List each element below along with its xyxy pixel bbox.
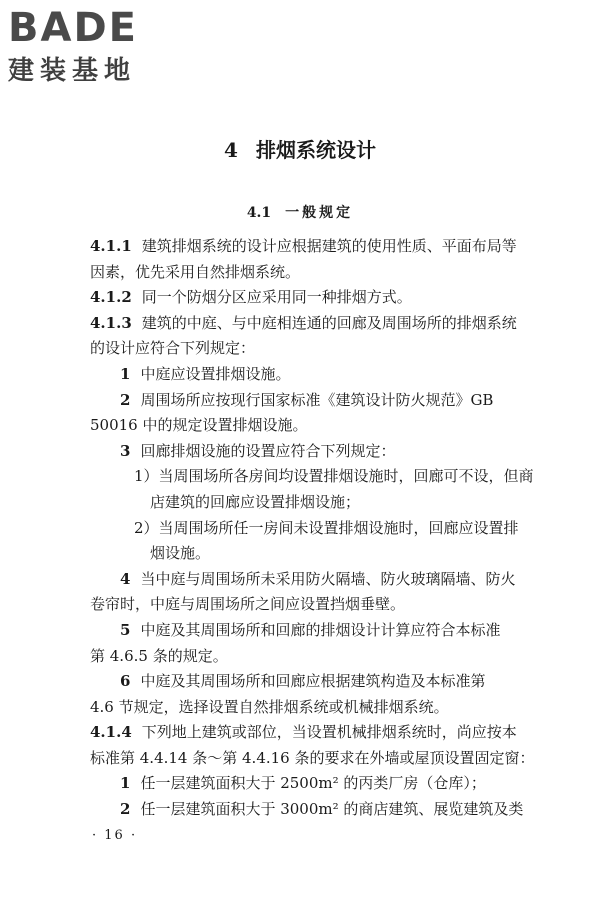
paragraph-line	[90, 413, 560, 439]
item-number: 1	[120, 364, 131, 383]
paragraph-line	[90, 567, 560, 593]
paragraph-line	[90, 362, 560, 388]
paragraph-line	[90, 260, 560, 286]
paragraph-line	[90, 439, 560, 465]
paragraph-line	[90, 771, 560, 797]
section-heading	[0, 202, 600, 222]
paragraph-line	[90, 618, 560, 644]
clause-text: 建筑排烟系统的设计应根据建筑的使用性质、平面布局等	[141, 237, 517, 255]
paragraph-line	[90, 644, 560, 670]
item-text: 中庭及其周围场所和回廊应根据建筑构造及本标准第	[140, 672, 486, 691]
paragraph-line	[90, 234, 560, 260]
paragraph-line	[90, 669, 560, 695]
item-text: 卷帘时，中庭与周围场所之间应设置挡烟垂壁。	[90, 595, 406, 614]
item-text: 回廊排烟设施的设置应符合下列规定：	[140, 441, 396, 460]
item-text: 第 4.6.5 条的规定。	[90, 646, 228, 665]
subitem-text: 1）当周围场所各房间均设置排烟设施时，回廊可不设，但商	[134, 467, 534, 486]
paragraph-line	[90, 285, 560, 311]
item-text: 任一层建筑面积大于 3000m² 的商店建筑、展览建筑及类	[140, 800, 524, 819]
item-number: 5	[120, 620, 131, 639]
item-number: 4	[120, 569, 131, 588]
item-text: 中庭及其周围场所和回廊的排烟设计计算应符合本标准	[140, 620, 501, 639]
clause-text: 的设计应符合下列规定：	[90, 339, 256, 358]
item-number: 2	[120, 390, 131, 409]
clause-number: 4.1.2	[90, 288, 132, 307]
clause-number: 4.1.1	[90, 237, 132, 255]
chapter-number: 4	[224, 138, 238, 162]
item-text: 任一层建筑面积大于 2500m² 的丙类厂房（仓库）；	[140, 774, 486, 793]
paragraph-line	[90, 592, 560, 618]
paragraph-line	[90, 388, 560, 414]
clause-text: 标准第 4.4.14 条～第 4.4.16 条的要求在外墙或屋顶设置固定窗：	[90, 748, 535, 767]
subitem-text: 烟设施。	[150, 544, 211, 563]
clause-number: 4.1.3	[90, 313, 132, 332]
paragraph-line	[90, 797, 560, 823]
section-title: 一般规定	[285, 205, 354, 221]
item-text: 周围场所应按现行国家标准《建筑设计防火规范》GB	[140, 390, 494, 409]
clause-text: 同一个防烟分区应采用同一种排烟方式。	[141, 288, 412, 307]
logo	[8, 6, 176, 88]
paragraph-line	[90, 311, 560, 337]
chapter-heading	[0, 134, 600, 163]
clause-text: 建筑的中庭、与中庭相连通的回廊及周围场所的排烟系统	[141, 313, 517, 332]
clause-number: 4.1.4	[90, 723, 132, 742]
subitem-text: 2）当周围场所任一房间未设置排烟设施时，回廊应设置排	[134, 518, 519, 537]
paragraph-line	[90, 490, 560, 516]
item-text: 当中庭与周围场所未采用防火隔墙、防火玻璃隔墙、防火	[140, 569, 516, 588]
item-number: 3	[120, 441, 131, 460]
paragraph-line	[90, 746, 560, 772]
page-number: · 16 ·	[92, 828, 138, 843]
item-text: 50016 中的规定设置排烟设施。	[90, 416, 308, 435]
paragraph-line	[90, 695, 560, 721]
body-text	[90, 234, 560, 823]
paragraph-line	[90, 336, 560, 362]
paragraph-line	[90, 464, 560, 490]
clause-text: 下列地上建筑或部位，当设置机械排烟系统时，尚应按本	[141, 723, 517, 742]
paragraph-line	[90, 720, 560, 746]
clause-text: 因素，优先采用自然排烟系统。	[90, 262, 301, 281]
paragraph-line	[90, 541, 560, 567]
paragraph-line	[90, 516, 560, 542]
item-number: 2	[120, 800, 131, 819]
subitem-text: 店建筑的回廊应设置排烟设施；	[150, 492, 361, 511]
item-text: 中庭应设置排烟设施。	[140, 364, 291, 383]
logo-subtitle: 建装基地	[8, 56, 137, 86]
item-text: 4.6 节规定，选择设置自然排烟系统或机械排烟系统。	[90, 697, 449, 716]
item-number: 1	[120, 774, 131, 793]
item-number: 6	[120, 672, 131, 691]
logo-wordmark: BADE	[8, 5, 138, 51]
section-number: 4.1	[246, 205, 272, 221]
chapter-title: 排烟系统设计	[255, 138, 376, 162]
